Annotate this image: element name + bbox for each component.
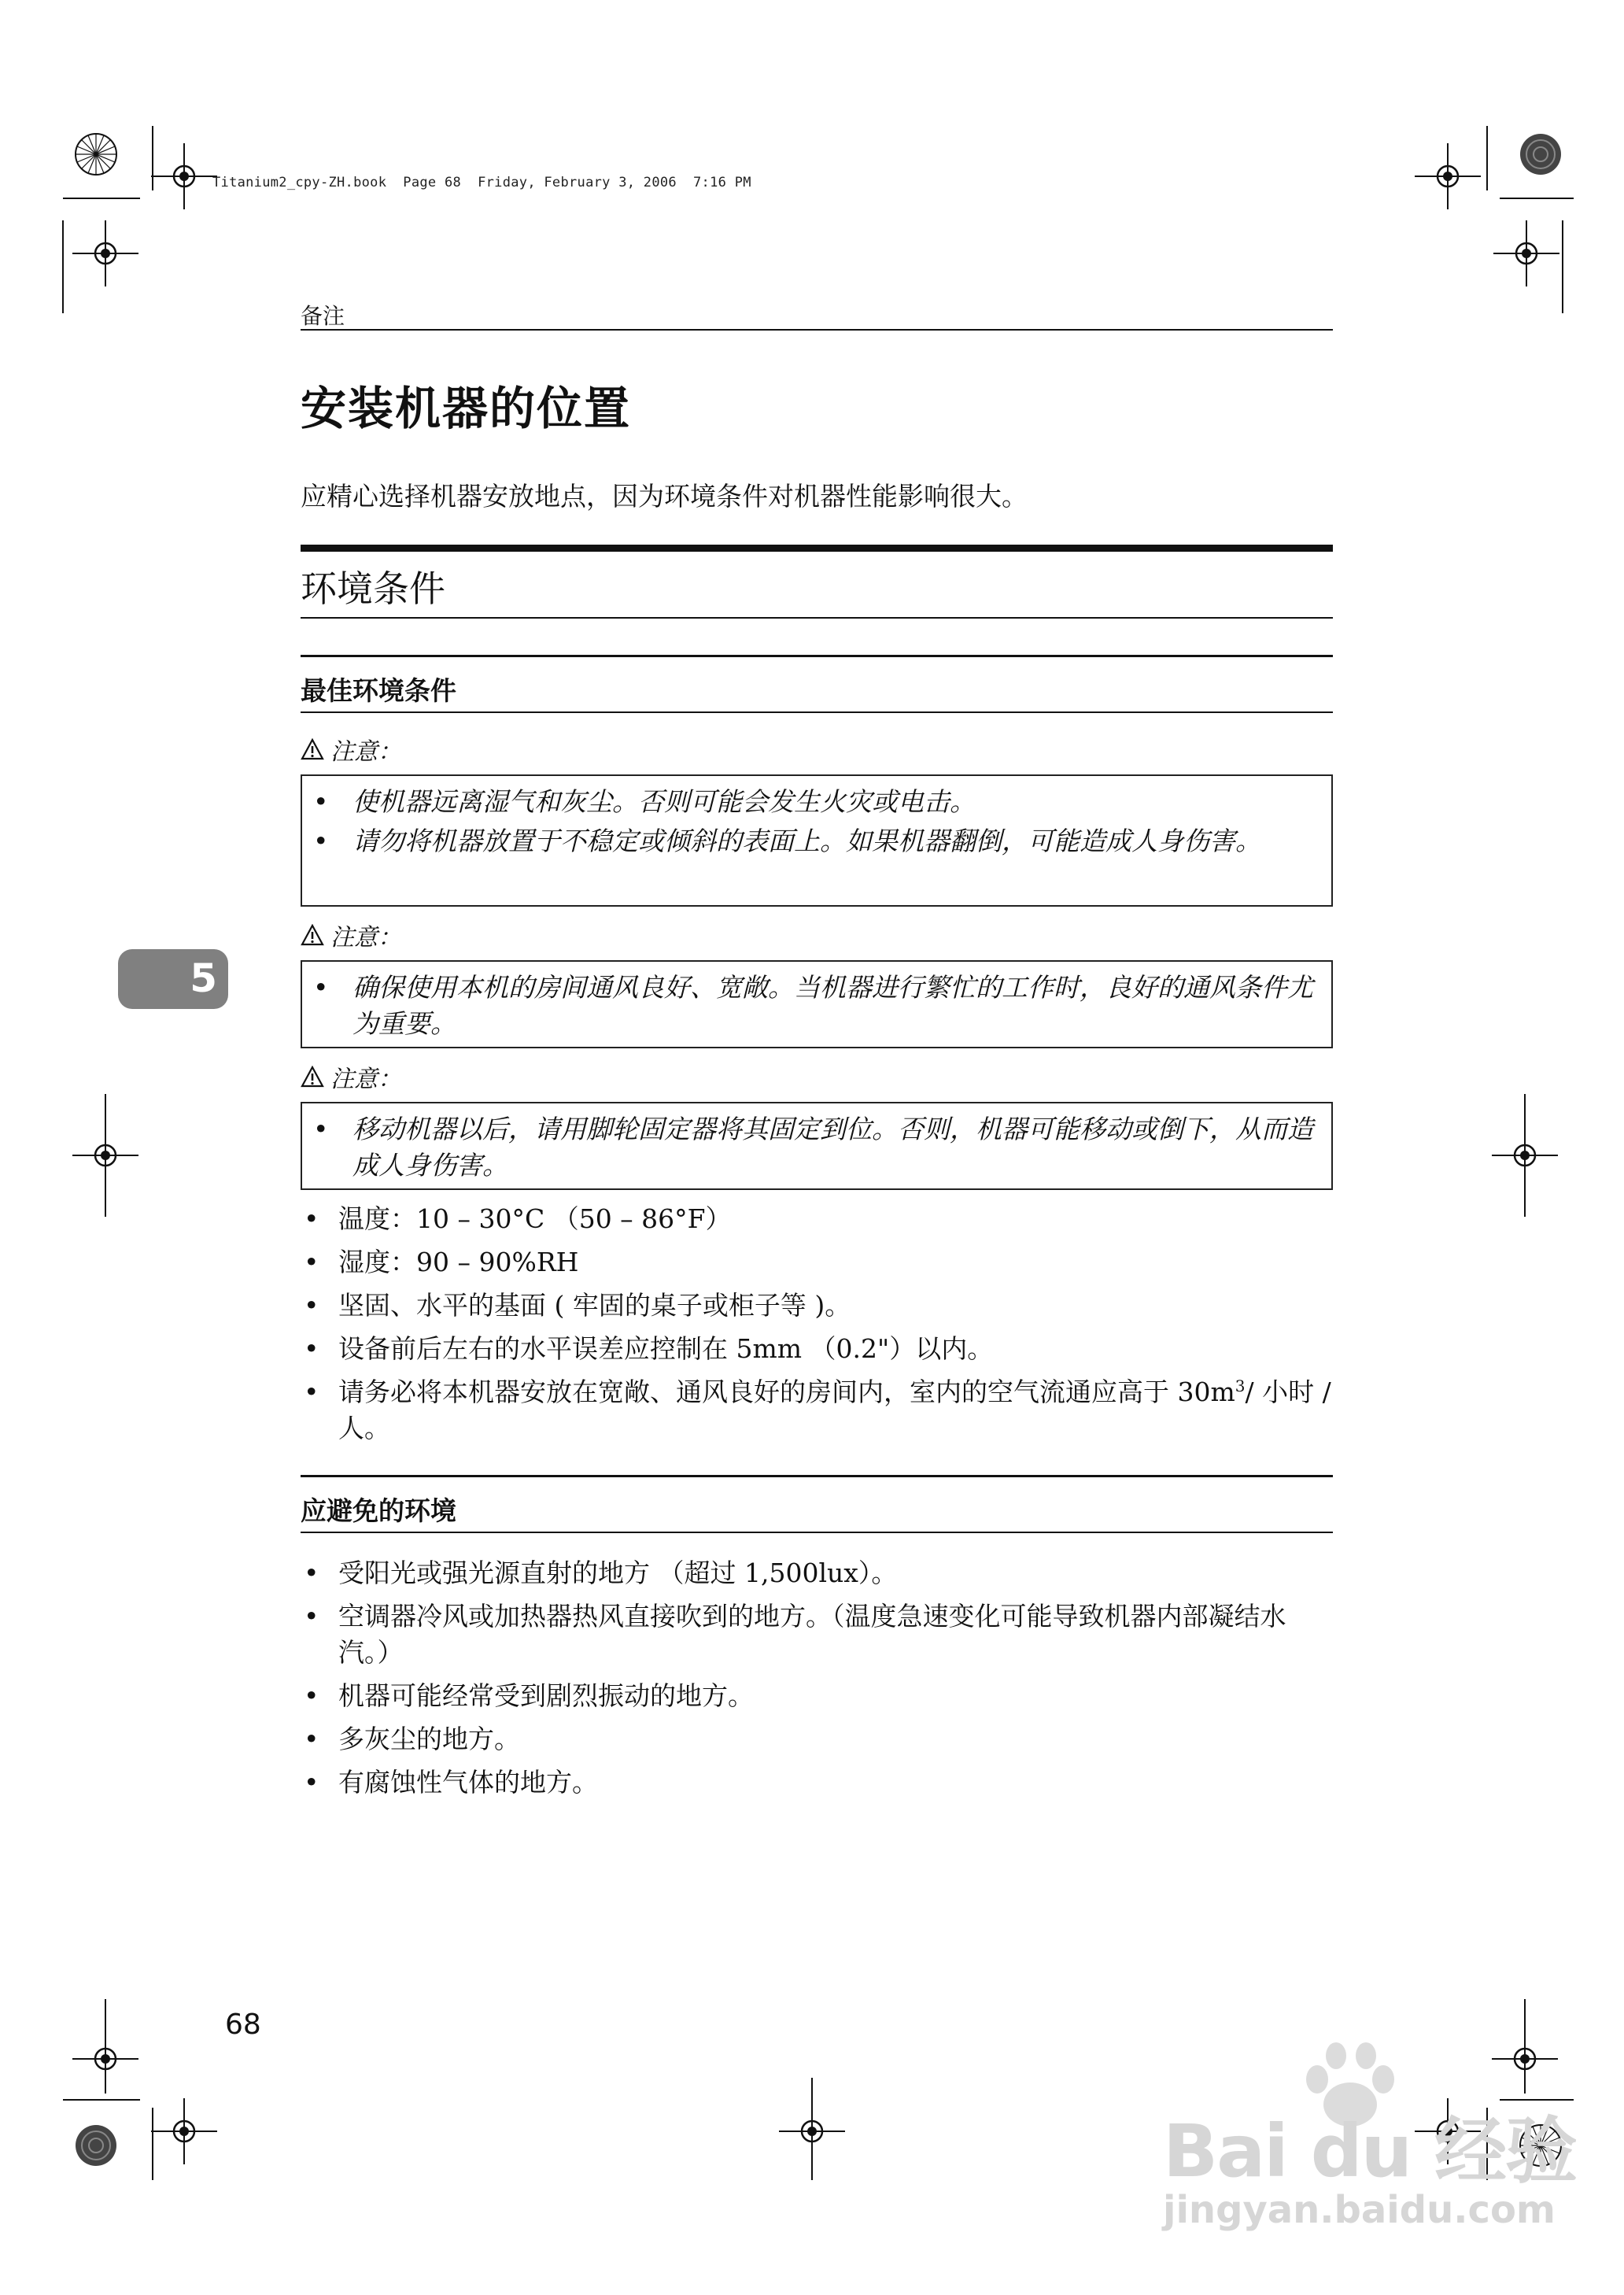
registration-mark [1415, 143, 1481, 209]
subsection-rule-bottom [301, 1532, 1333, 1533]
running-title: 备注 [301, 303, 345, 329]
star-target-top-left [76, 134, 116, 175]
list-item: • 温度：10 – 30°C （50 – 86°F） [301, 1201, 1333, 1237]
header-rule [301, 329, 1333, 331]
dot-target-top-right [1520, 134, 1561, 175]
list-item: • 多灰尘的地方。 [301, 1721, 1333, 1757]
list-item: • 受阳光或强光源直射的地方 （超过 1,500lux）。 [301, 1555, 1333, 1591]
subsection-rule-bottom [301, 711, 1333, 713]
avoid-list [301, 1555, 1333, 1808]
page-number: 68 [225, 2009, 261, 2041]
list-item: • 机器可能经常受到剧烈振动的地方。 [301, 1678, 1333, 1714]
dot-target-bottom-left [76, 2125, 116, 2166]
list-item: • 空调器冷风或加热器热风直接吹到的地方。（温度急速变化可能导致机器内部凝结水汽。） [301, 1598, 1333, 1671]
caution-label [301, 732, 401, 767]
warning-triangle-icon [301, 738, 324, 760]
caution-box [301, 960, 1333, 1048]
section-rule-under [301, 617, 1333, 619]
airflow-superscript: 3 [1235, 1377, 1246, 1395]
warning-triangle-icon [301, 924, 324, 946]
airflow-text: 请务必将本机器安放在宽敞、通风良好的房间内，室内的空气流通应高于 30m [338, 1377, 1235, 1407]
conditions-list [301, 1201, 1333, 1454]
chapter-tab-number: 5 [190, 955, 217, 1001]
caution-label [301, 1059, 401, 1094]
registration-mark [72, 220, 138, 286]
registration-mark [151, 2098, 217, 2164]
intro-text: 应精心选择机器安放地点，因为环境条件对机器性能影响很大。 [301, 481, 1028, 512]
airflow-tail: / 小时 / 人。 [338, 1377, 1331, 1443]
chapter-tab [118, 949, 228, 1009]
caution-label-text: 注意： [330, 1066, 401, 1093]
list-item: • 有腐蚀性气体的地方。 [301, 1765, 1333, 1801]
page-title: 安装机器的位置 [301, 382, 632, 435]
subsection-title-avoid: 应避免的环境 [301, 1495, 456, 1526]
subsection-rule-top [301, 1475, 1333, 1477]
list-item: • 设备前后左右的水平误差应控制在 5mm （0.2"）以内。 [301, 1331, 1333, 1367]
list-item: • 湿度：90 – 90%RH [301, 1244, 1333, 1281]
registration-mark [1493, 220, 1559, 286]
caution-box [301, 774, 1333, 907]
caution-label-text: 注意： [330, 738, 401, 766]
list-item [301, 1374, 1333, 1447]
list-item: • 坚固、水平的基面 ( 牢固的桌子或柜子等 )。 [301, 1288, 1333, 1324]
registration-mark [151, 143, 217, 209]
caution-label [301, 918, 401, 952]
subsection-title-optimal: 最佳环境条件 [301, 675, 456, 706]
watermark-url: jingyan.baidu.com [1163, 2188, 1556, 2232]
caution-item: • 请勿将机器放置于不稳定或倾斜的表面上。如果机器翻倒，可能造成人身伤害。 [310, 823, 1317, 859]
caution-item: • 使机器远离湿气和灰尘。否则可能会发生火灾或电击。 [310, 784, 1317, 820]
caution-box [301, 1102, 1333, 1190]
file-info-line: Titanium2_cpy-ZH.book Page 68 Friday, February 3, 2006 7:16 PM [212, 175, 751, 190]
subsection-rule-top [301, 655, 1333, 657]
section-title: 环境条件 [301, 567, 445, 610]
warning-triangle-icon [301, 1066, 324, 1088]
caution-item: • 移动机器以后，请用脚轮固定器将其固定到位。否则，机器可能移动或倒下，从而造成人身伤害。 [310, 1111, 1317, 1184]
watermark-logo: Bai du 经验 [1163, 2109, 1577, 2193]
caution-label-text: 注意： [330, 924, 401, 952]
section-rule-thick [301, 545, 1333, 552]
caution-item: • 确保使用本机的房间通风良好、宽敞。当机器进行繁忙的工作时，良好的通风条件尤为重要。 [310, 970, 1317, 1042]
